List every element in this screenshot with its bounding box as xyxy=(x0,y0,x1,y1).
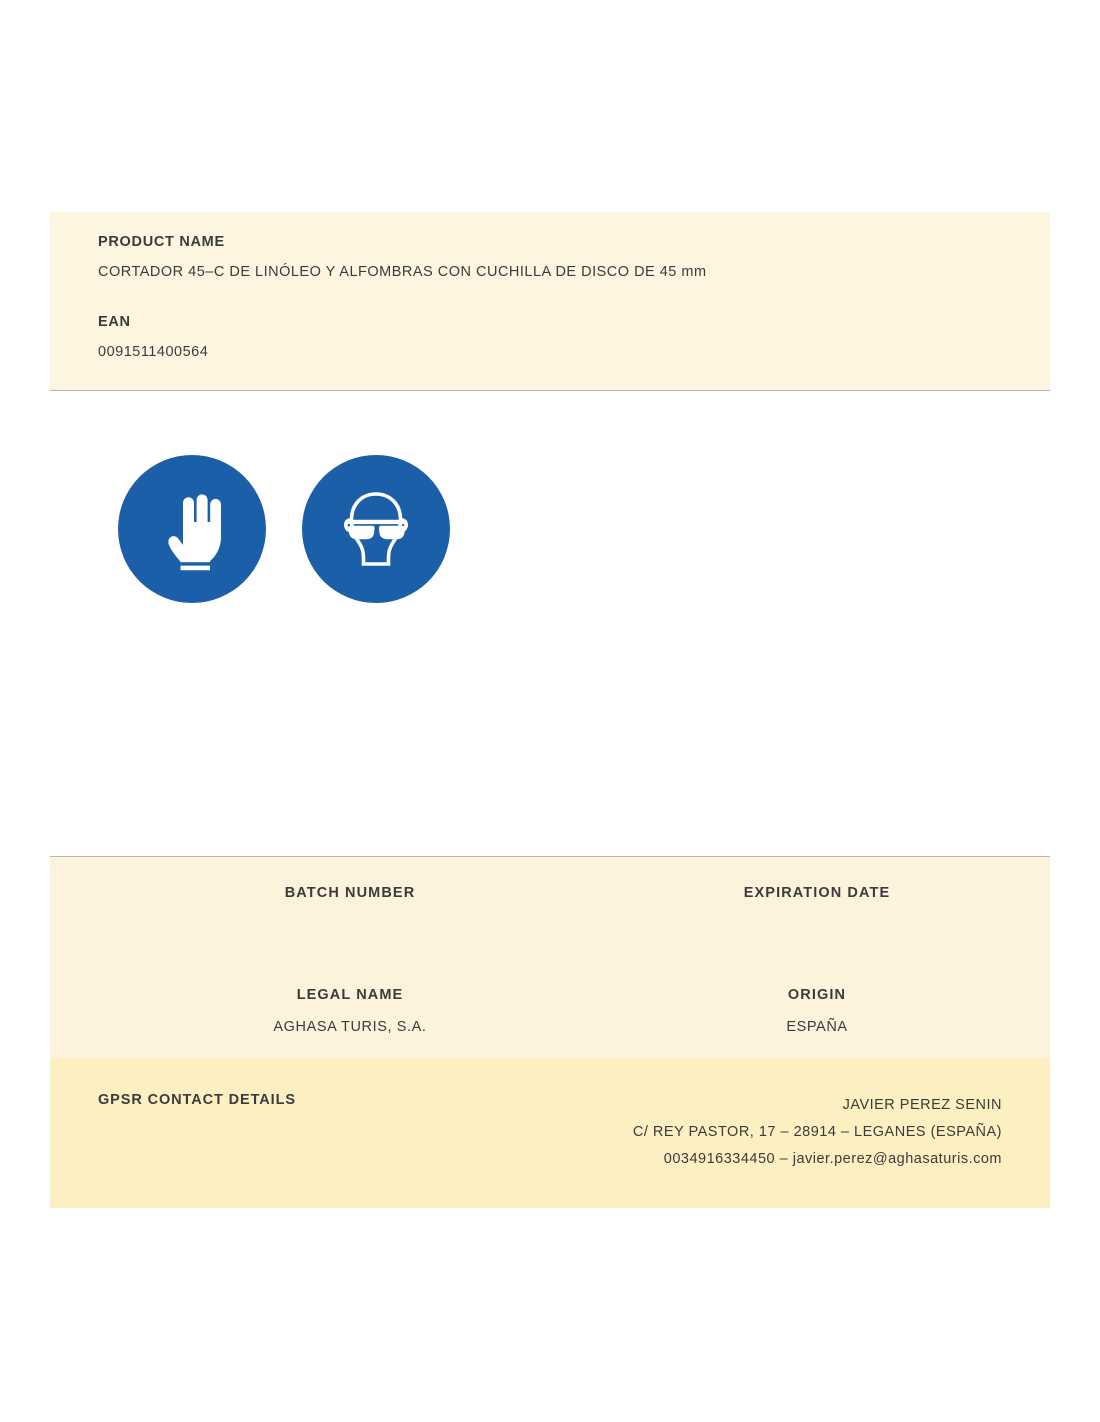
expiration-date-value xyxy=(652,917,982,935)
product-info-block xyxy=(50,212,1050,391)
gpsr-contact-name: JAVIER PEREZ SENIN xyxy=(842,1097,1002,1113)
ean-label: EAN xyxy=(98,314,131,330)
batch-number-cell xyxy=(50,885,650,935)
gpsr-contact-details xyxy=(633,1092,1002,1172)
origin-value: ESPAÑA xyxy=(786,1019,848,1035)
legal-name-cell xyxy=(50,987,650,1037)
batch-number-label: BATCH NUMBER xyxy=(284,885,416,901)
ean-value: 0091511400564 xyxy=(98,344,209,360)
gpsr-contact-label: GPSR CONTACT DETAILS xyxy=(98,1092,296,1108)
batch-number-value xyxy=(50,917,650,935)
spacer xyxy=(98,280,1002,314)
origin-label: ORIGIN xyxy=(787,987,847,1003)
table-row xyxy=(50,987,1050,1037)
origin-cell xyxy=(650,987,1050,1037)
expiration-date-cell xyxy=(650,885,1050,935)
product-name-value: CORTADOR 45–C DE LINÓLEO Y ALFOMBRAS CON CUCHILLA DE DISCO DE 45 mm xyxy=(98,264,707,280)
legal-name-value: AGHASA TURIS, S.A. xyxy=(273,1019,427,1035)
gpsr-contact-phone-email: 0034916334450 – javier.perez@aghasaturis.com xyxy=(663,1150,1002,1167)
product-details-block xyxy=(50,856,1050,1064)
protective-gloves-icon xyxy=(118,455,266,603)
gpsr-contact-block xyxy=(50,1058,1050,1208)
spacer xyxy=(50,935,1050,987)
product-name-label: PRODUCT NAME xyxy=(98,234,225,250)
safety-goggles-icon xyxy=(302,455,450,603)
safety-pictograms xyxy=(118,455,450,603)
legal-name-label: LEGAL NAME xyxy=(296,987,404,1003)
expiration-date-label: EXPIRATION DATE xyxy=(743,885,891,901)
table-row xyxy=(50,885,1050,935)
gpsr-contact-address: C/ REY PASTOR, 17 – 28914 – LEGANES (ESPAÑA) xyxy=(632,1123,1002,1140)
